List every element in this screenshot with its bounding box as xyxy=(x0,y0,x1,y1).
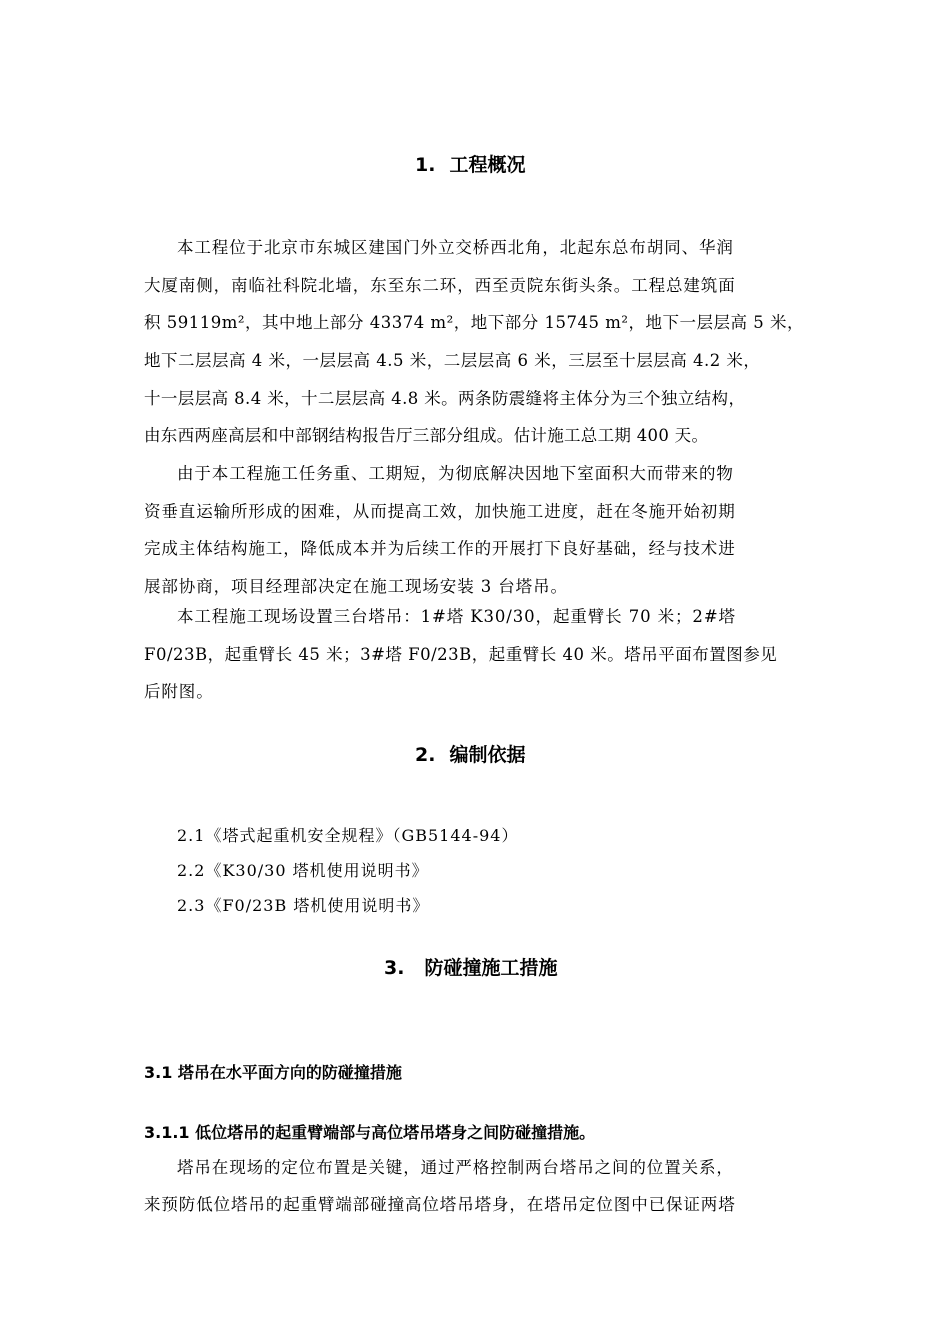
section-1-line: 大厦南侧，南临社科院北墙，东至东二环，西至贡院东街头条。工程总建筑面 xyxy=(144,276,736,295)
section-3-line: 来预防低位塔吊的起重臂端部碰撞高位塔吊塔身，在塔吊定位图中已保证两塔 xyxy=(144,1195,736,1214)
section-3-title: 防碰撞施工措施 xyxy=(424,957,558,979)
section-2-number: 2. xyxy=(415,744,436,766)
reference-item: 2.1《塔式起重机安全规程》（GB5144-94） xyxy=(177,826,519,845)
section-1-line: 十一层层高 8.4 米，十二层层高 4.8 米。两条防震缝将主体分为三个独立结构， xyxy=(144,389,746,408)
section-1-line: F0/23B，起重臂长 45 米；3#塔 F0/23B，起重臂长 40 米。塔吊平面布置图参见 xyxy=(144,645,778,664)
reference-item: 2.3《F0/23B 塔机使用说明书》 xyxy=(177,896,430,915)
section-1-line: 本工程位于北京市东城区建国门外立交桥西北角，北起东总布胡同、华润 xyxy=(177,238,734,257)
section-1-number: 1. xyxy=(415,154,436,176)
section-1-line: 由东西两座高层和中部钢结构报告厅三部分组成。估计施工总工期 400 天。 xyxy=(144,426,709,445)
section-3-heading xyxy=(384,956,557,980)
section-3-number: 3. xyxy=(384,957,405,979)
reference-item: 2.2《K30/30 塔机使用说明书》 xyxy=(177,861,429,880)
section-1-line: 后附图。 xyxy=(144,682,214,701)
section-2-title: 编制依据 xyxy=(449,744,526,766)
section-2-heading xyxy=(415,743,525,767)
subsection-heading: 3.1 塔吊在水平面方向的防碰撞措施 xyxy=(144,1063,402,1082)
section-1-line: 地下二层层高 4 米，一层层高 4.5 米，二层层高 6 米，三层至十层层高 4.2 米， xyxy=(144,351,761,370)
section-1-line: 展部协商，项目经理部决定在施工现场安装 3 台塔吊。 xyxy=(144,577,568,596)
section-1-line: 资垂直运输所形成的困难，从而提高工效，加快施工进度，赶在冬施开始初期 xyxy=(144,502,736,521)
section-1-line: 由于本工程施工任务重、工期短，为彻底解决因地下室面积大而带来的物 xyxy=(177,464,734,483)
section-3-line: 塔吊在现场的定位布置是关键，通过严格控制两台塔吊之间的位置关系， xyxy=(177,1158,734,1177)
section-1-line: 积 59119m²，其中地上部分 43374 m²，地下部分 15745 m²，地下一层层高 5 米， xyxy=(144,313,804,332)
section-1-line: 完成主体结构施工，降低成本并为后续工作的开展打下良好基础，经与技术进 xyxy=(144,539,736,558)
subsubsection-heading: 3.1.1 低位塔吊的起重臂端部与高位塔吊塔身之间防碰撞措施。 xyxy=(144,1123,596,1142)
section-1-heading xyxy=(415,153,525,177)
section-1-line: 本工程施工现场设置三台塔吊：1#塔 K30/30，起重臂长 70 米；2#塔 xyxy=(177,607,736,626)
section-1-title: 工程概况 xyxy=(449,154,526,176)
